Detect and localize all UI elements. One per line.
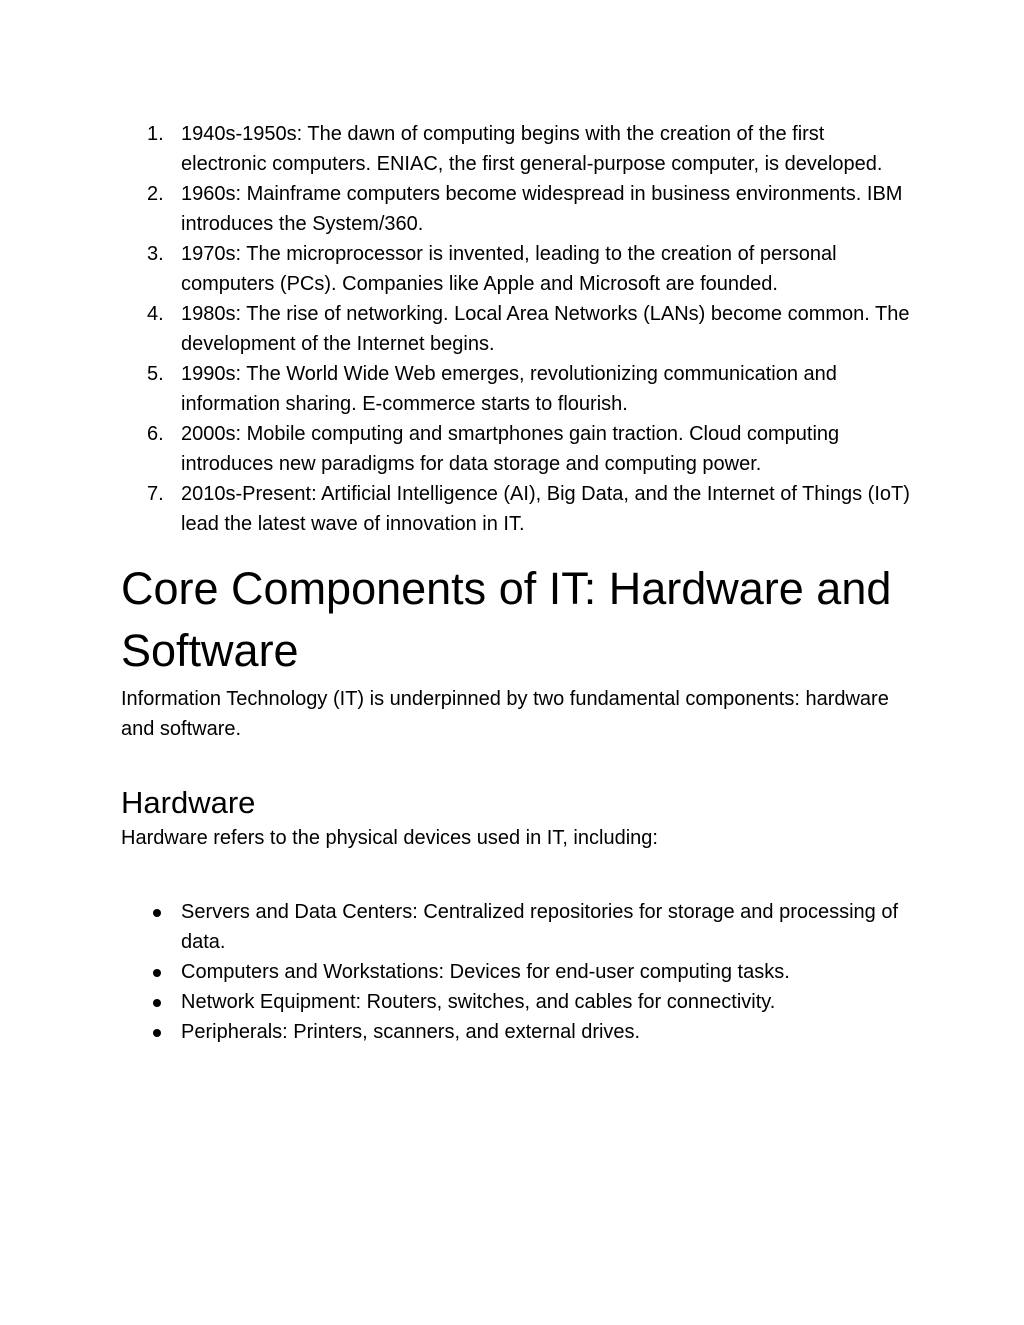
- list-item-text: 2010s-Present: Artificial Intelligence (AI), Big Data, and the Internet of Things (IoT) lead the latest wave of innovation in IT.: [181, 483, 910, 535]
- list-number: 2.: [147, 183, 164, 205]
- section-paragraph: Information Technology (IT) is underpinned by two fundamental components: hardware and software.: [121, 688, 889, 740]
- list-number: 3.: [147, 243, 164, 265]
- list-item: [121, 119, 911, 179]
- list-item-text: Computers and Workstations: Devices for end-user computing tasks.: [181, 961, 790, 983]
- list-item: [121, 479, 911, 539]
- list-number: 7.: [147, 483, 164, 505]
- list-item-text: 1960s: Mainframe computers become widespread in business environments. IBM introduces the System/360.: [181, 183, 903, 235]
- bullet-icon: [153, 909, 161, 917]
- document-page: [121, 119, 911, 1047]
- list-item-text: 1990s: The World Wide Web emerges, revolutionizing communication and information sharing. E-commerce starts to flourish.: [181, 363, 837, 415]
- hardware-intro: Hardware refers to the physical devices used in IT, including:: [121, 827, 658, 849]
- list-item: [121, 987, 911, 1017]
- list-item-text: Peripherals: Printers, scanners, and external drives.: [181, 1021, 641, 1043]
- list-item: [121, 957, 911, 987]
- list-number: 1.: [147, 123, 164, 145]
- list-item: [121, 1017, 911, 1047]
- list-item: [121, 179, 911, 239]
- list-item-text: 1940s-1950s: The dawn of computing begins with the creation of the first electronic computers. ENIAC, the first general-purpose computer, is developed.: [181, 123, 883, 175]
- list-item: [121, 419, 911, 479]
- list-item: [121, 359, 911, 419]
- list-number: 5.: [147, 363, 164, 385]
- list-item: [121, 299, 911, 359]
- list-number: 6.: [147, 423, 164, 445]
- list-item-text: 2000s: Mobile computing and smartphones gain traction. Cloud computing introduces new paradigms for data storage and computing power.: [181, 423, 840, 475]
- section-heading: Core Components of IT: Hardware and Software: [121, 563, 892, 676]
- bullet-icon: [153, 1029, 161, 1037]
- list-item: [121, 897, 911, 957]
- list-item: [121, 239, 911, 299]
- list-item-text: Servers and Data Centers: Centralized repositories for storage and processing of data.: [181, 901, 899, 953]
- hardware-list: [121, 897, 911, 1047]
- bullet-icon: [153, 969, 161, 977]
- list-number: 4.: [147, 303, 164, 325]
- hardware-heading: Hardware: [121, 785, 256, 820]
- list-item-text: 1970s: The microprocessor is invented, leading to the creation of personal computers (PCs). Companies like Apple and Microsoft are founded.: [181, 243, 837, 295]
- list-item-text: Network Equipment: Routers, switches, and cables for connectivity.: [181, 991, 776, 1013]
- timeline-list: [121, 119, 911, 539]
- list-item-text: 1980s: The rise of networking. Local Area Networks (LANs) become common. The development of the Internet begins.: [181, 303, 910, 355]
- bullet-icon: [153, 999, 161, 1007]
